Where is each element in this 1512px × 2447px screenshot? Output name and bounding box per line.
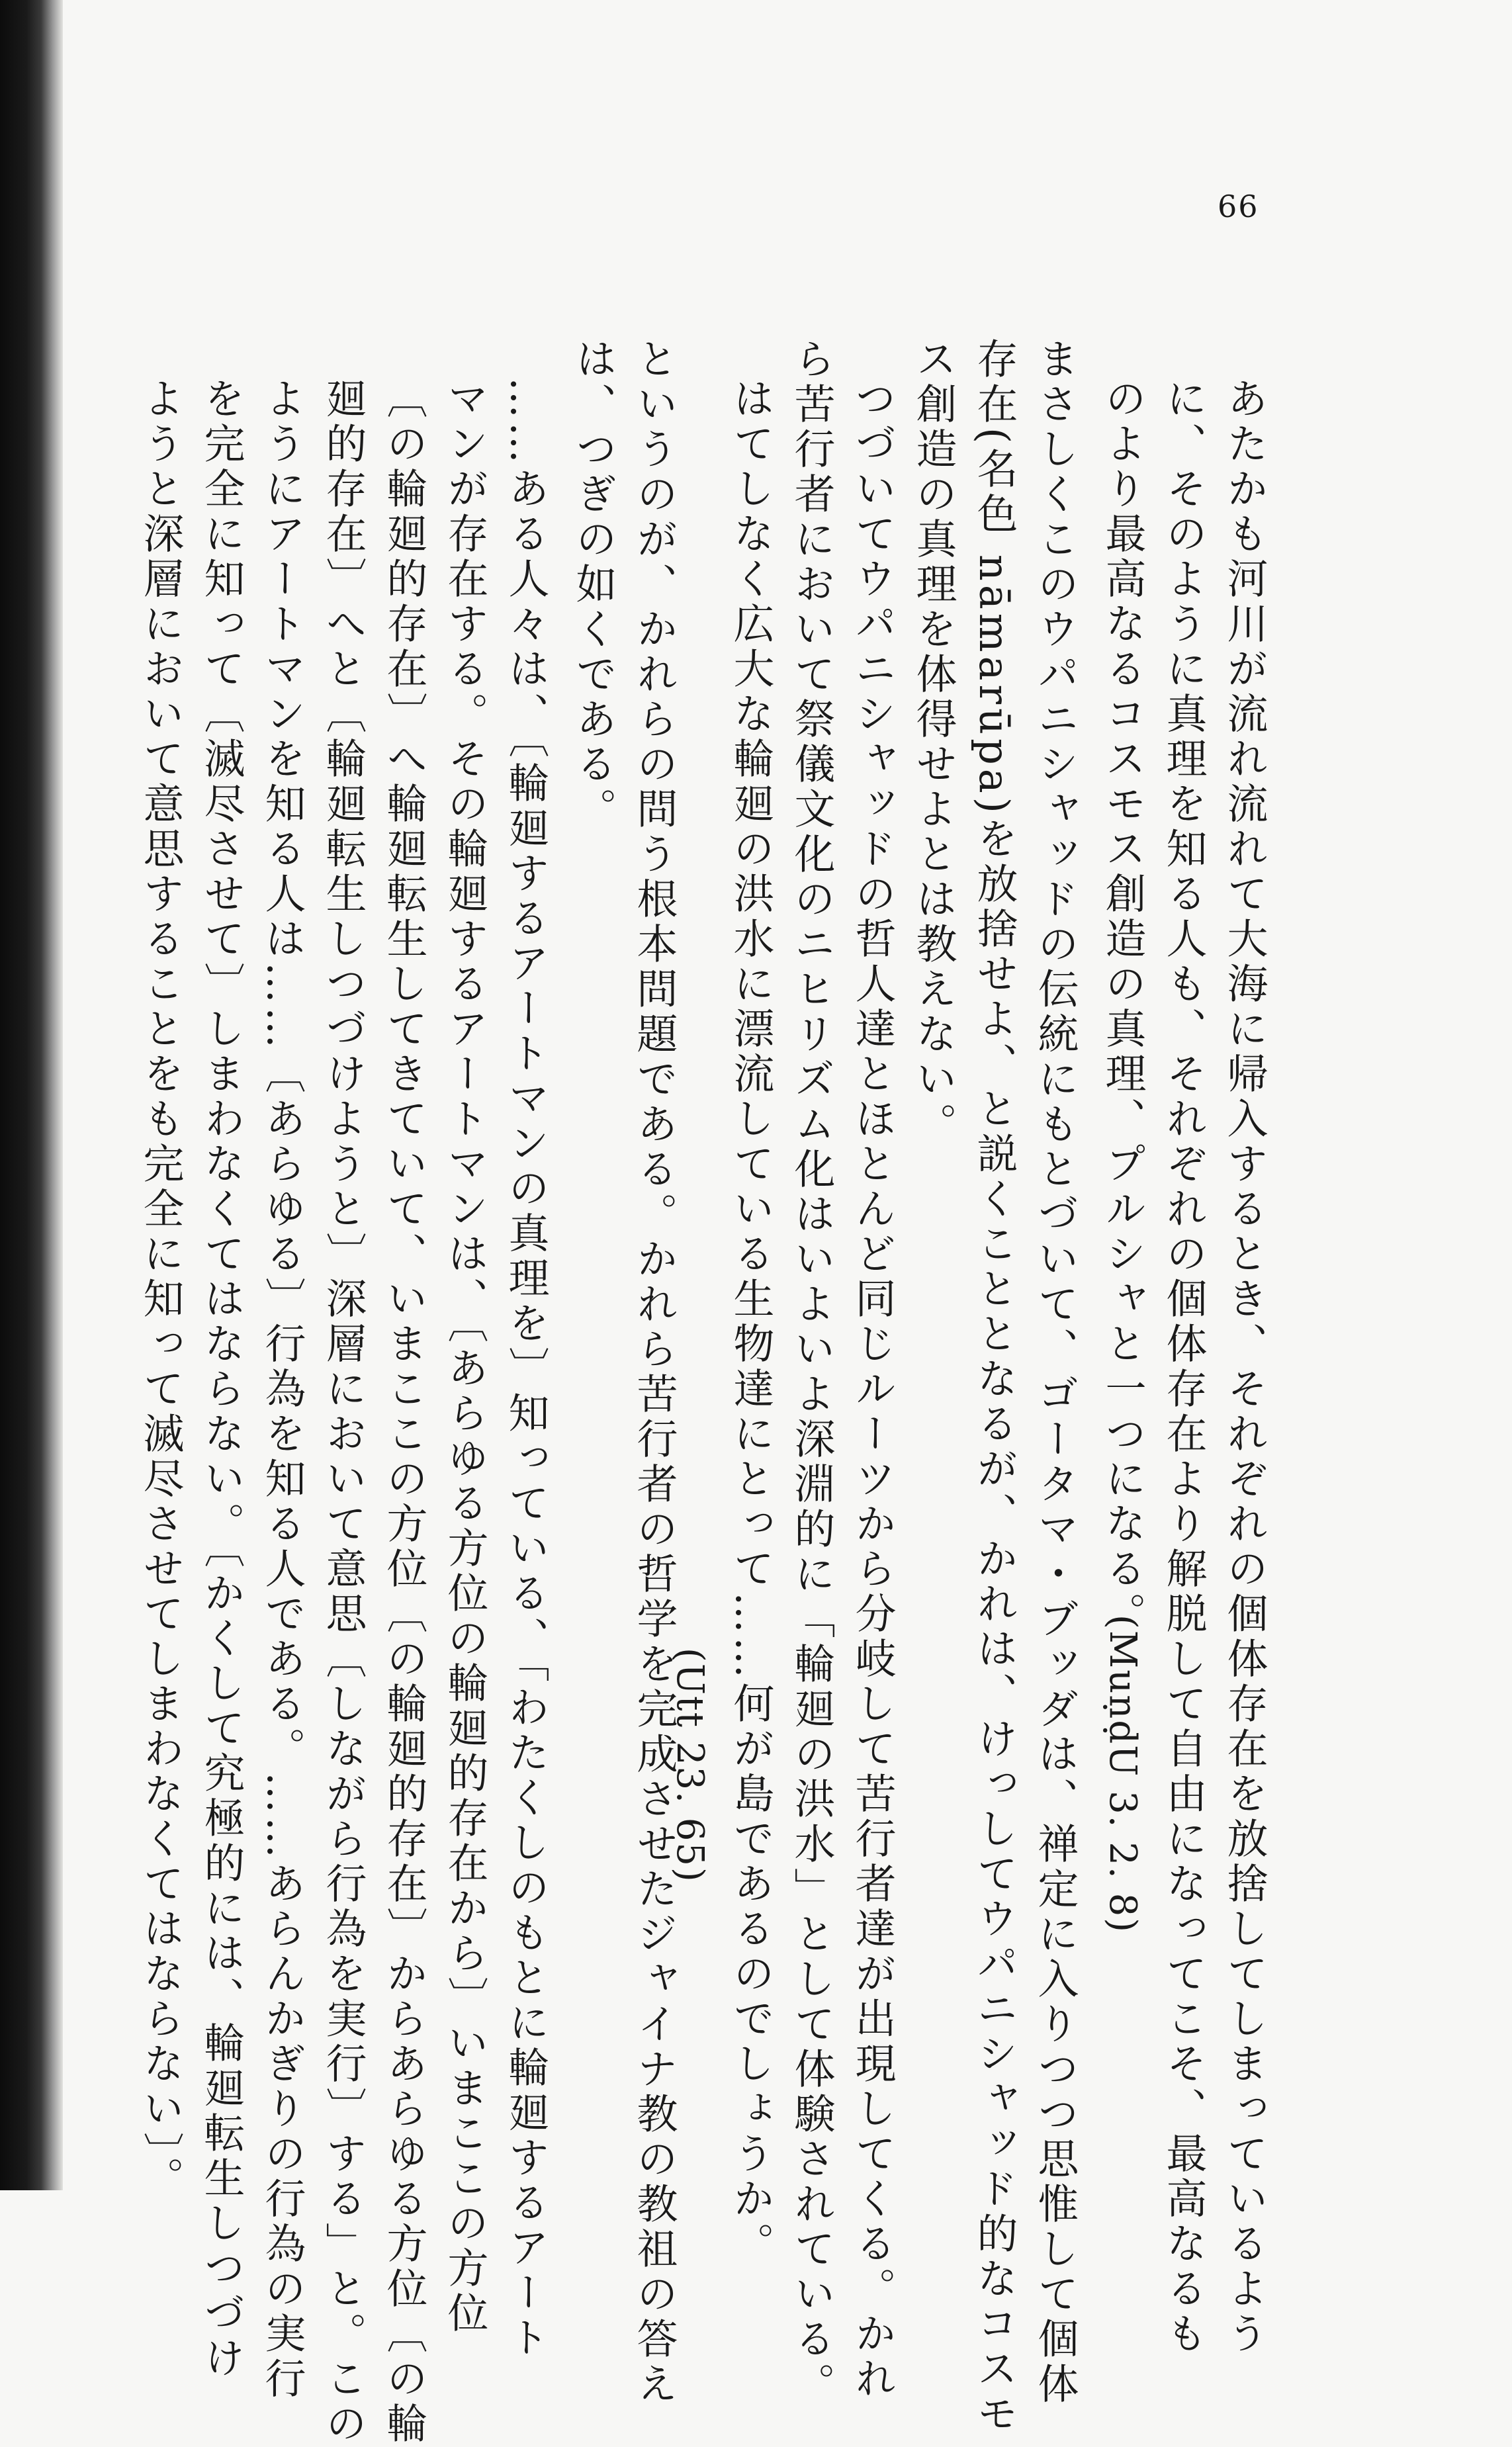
- quote-column-1: はてしなく広大な輪廻の洪水に漂流している生物達にとって……何が島であるのでしょうか。: [727, 377, 775, 2267]
- quote-column-7: を完全に知って〔滅尽させて〕しまわなくてはならない。〔かくして究極的には、輪廻転生しつづけ: [197, 377, 245, 2381]
- quote-column-3: マンが存在する。その輪廻するアートマンは、〔あらゆる方位の輪廻的存在から〕いまここの方位: [441, 377, 489, 2336]
- quote-column-5: 廻的存在〕へと〔輪廻転生しつづけようと〕深層において意思〔しながら行為を実行〕する」と。この: [319, 377, 367, 2447]
- text-column-7: つづいてウパニシャッドの哲人達とほとんど同じルーツから分岐して苦行者達が出現してくる。かれ: [848, 377, 897, 2402]
- quote-column-6: ようにアートマンを知る人は……〔あらゆる〕行為を知る人である。……あらんかぎりの行為の実行: [258, 377, 306, 2402]
- text-column-1: あたかも河川が流れ流れて大海に帰入するとき、それぞれの個体存在を放捨してしまっているよう: [1220, 377, 1268, 2357]
- citation-utt: (Utt 23. 65): [668, 1648, 711, 1883]
- text-column-6: ス創造の真理を体得せよとは教えない。: [909, 337, 957, 1147]
- quote-column-2: ……ある人々は、〔輪廻するアートマンの真理を〕知っている、「わたくしのもとに輪廻するアート: [502, 377, 550, 2361]
- text-column-2: に、そのように真理を知る人も、それぞれの個体存在より解脱して自由になってこそ、最高なるも: [1159, 377, 1208, 2357]
- page-number: 66: [1218, 189, 1259, 224]
- book-binding-shadow: [0, 0, 63, 2190]
- citation-mundu: (MuṇḍU 3. 2. 8): [1101, 1615, 1144, 1934]
- quote-column-4: 〔の輪廻的存在〕へ輪廻転生してきていて、いまここの方位〔の輪廻的存在〕からあらゆる方位〔の輪: [380, 377, 428, 2447]
- quote-column-8: ようと深層において意思することをも完全に知って滅尽させてしまわなくてはならない〕。: [136, 377, 185, 2202]
- text-column-5: 存在(名色 nāmarūpa)を放捨せよ、と説くこととなるが、かれは、けっしてウパニシャッド的なコスモ: [970, 337, 1018, 2437]
- text-column-4: まさしくこのウパニシャッドの伝統にもとづいて、ゴータマ・ブッダは、禅定に入りつつ思惟して個体: [1031, 337, 1079, 2407]
- text-column-10: は、つぎの如くである。: [569, 337, 617, 832]
- text-column-3: のより最高なるコスモス創造の真理、プルシャと一つになる。: [1098, 377, 1147, 1637]
- text-column-9: というのが、かれらの問う根本問題である。かれら苦行者の哲学を完成させたジャイナ教の教祖の答え: [630, 337, 678, 2407]
- text-column-8: ら苦行者において祭儀文化のニヒリズム化はいよいよ深淵的に「輪廻の洪水」として体験されている。: [787, 337, 836, 2407]
